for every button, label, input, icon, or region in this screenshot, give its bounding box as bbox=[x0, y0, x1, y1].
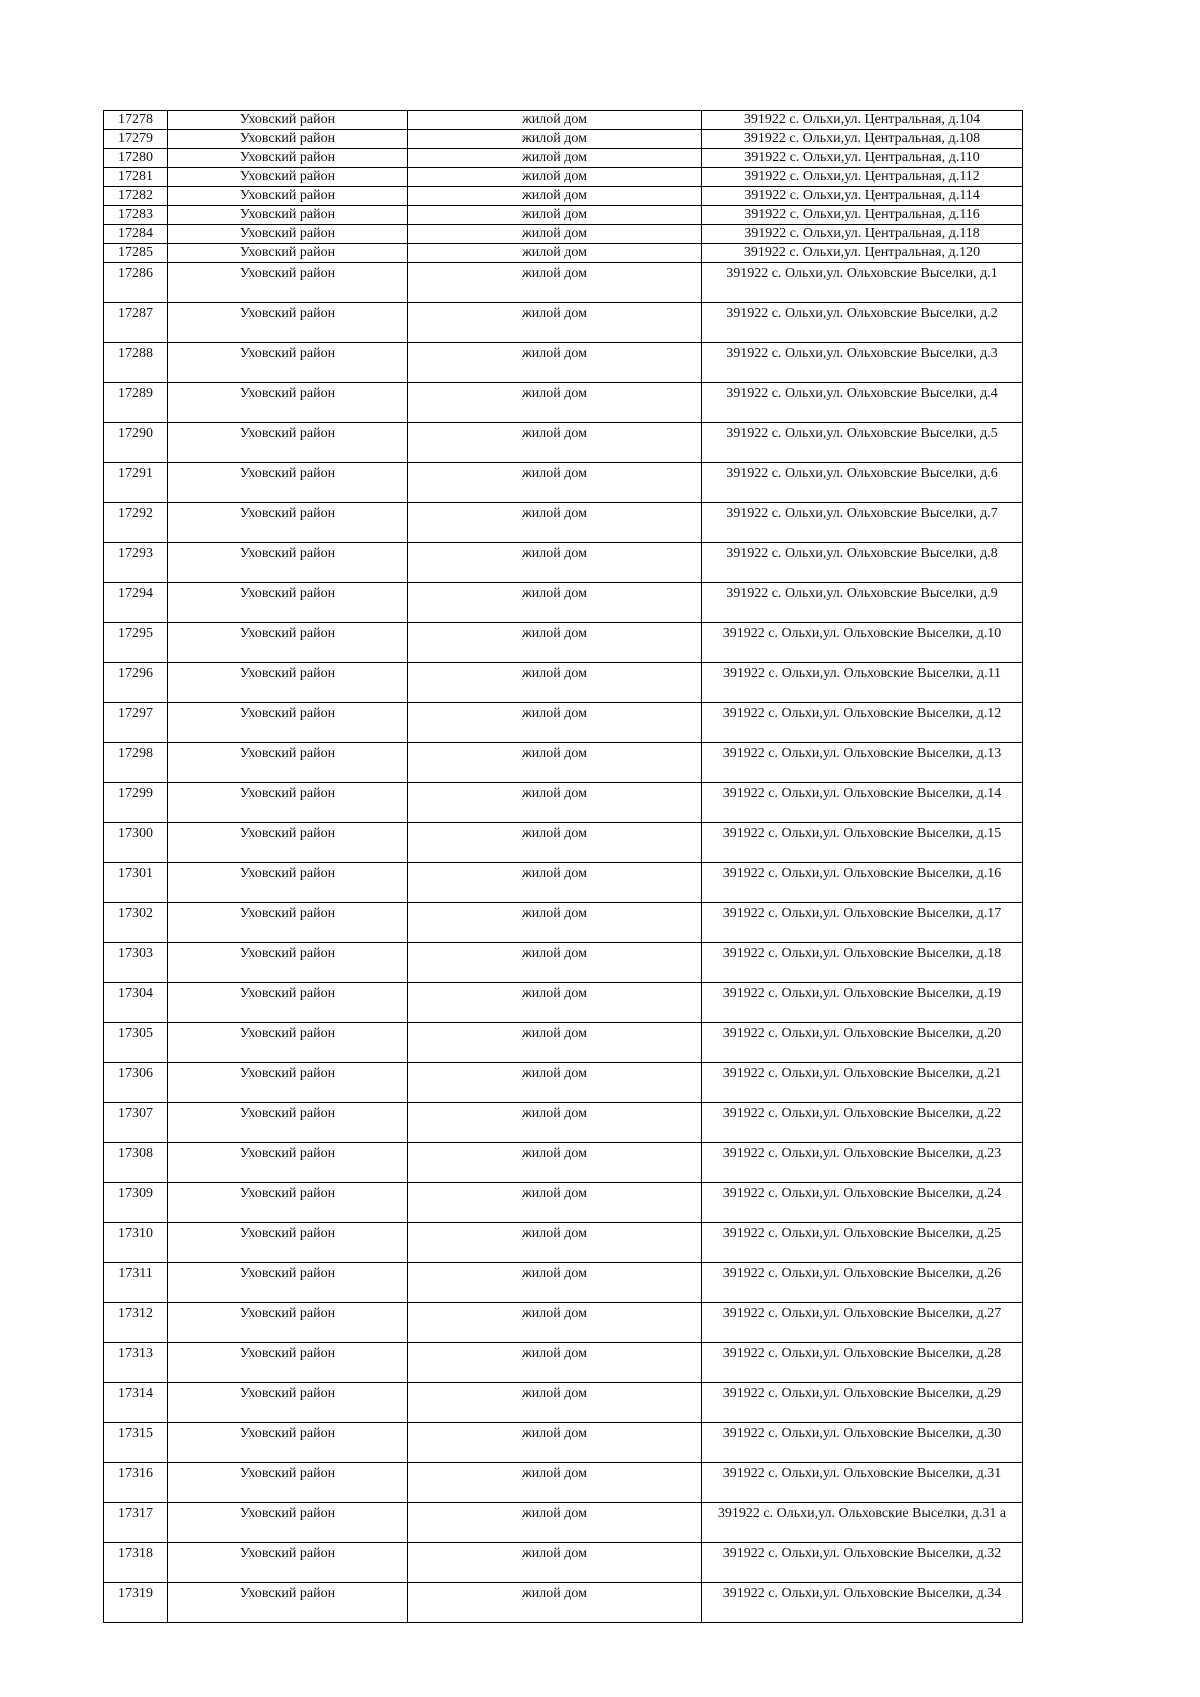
table-row bbox=[104, 543, 1023, 583]
table-row bbox=[104, 943, 1023, 983]
district-cell: Уховский район bbox=[168, 1023, 408, 1063]
district-cell: Уховский район bbox=[168, 863, 408, 903]
object-type-cell: жилой дом bbox=[408, 206, 702, 225]
address-cell: 391922 с. Ольхи,ул. Ольховские Выселки, д.17 bbox=[702, 903, 1023, 943]
district-cell: Уховский район bbox=[168, 1103, 408, 1143]
row-number-cell: 17283 bbox=[104, 206, 168, 225]
address-cell: 391922 с. Ольхи,ул. Ольховские Выселки, д.14 bbox=[702, 783, 1023, 823]
object-type-cell: жилой дом bbox=[408, 823, 702, 863]
district-cell: Уховский район bbox=[168, 983, 408, 1023]
object-type-cell: жилой дом bbox=[408, 343, 702, 383]
table-row bbox=[104, 783, 1023, 823]
address-cell: 391922 с. Ольхи,ул. Ольховские Выселки, д.7 bbox=[702, 503, 1023, 543]
address-register-table bbox=[103, 110, 1023, 1623]
object-type-cell: жилой дом bbox=[408, 1023, 702, 1063]
object-type-cell: жилой дом bbox=[408, 1143, 702, 1183]
district-cell: Уховский район bbox=[168, 1183, 408, 1223]
object-type-cell: жилой дом bbox=[408, 943, 702, 983]
row-number-cell: 17288 bbox=[104, 343, 168, 383]
address-cell: 391922 с. Ольхи,ул. Ольховские Выселки, д.21 bbox=[702, 1063, 1023, 1103]
table-row bbox=[104, 1143, 1023, 1183]
district-cell: Уховский район bbox=[168, 1263, 408, 1303]
district-cell: Уховский район bbox=[168, 743, 408, 783]
address-cell: 391922 с. Ольхи,ул. Ольховские Выселки, д.34 bbox=[702, 1583, 1023, 1623]
table-row bbox=[104, 1063, 1023, 1103]
object-type-cell: жилой дом bbox=[408, 1183, 702, 1223]
row-number-cell: 17280 bbox=[104, 149, 168, 168]
table-row bbox=[104, 743, 1023, 783]
row-number-cell: 17309 bbox=[104, 1183, 168, 1223]
row-number-cell: 17304 bbox=[104, 983, 168, 1023]
row-number-cell: 17318 bbox=[104, 1543, 168, 1583]
table-row bbox=[104, 111, 1023, 130]
address-cell: 391922 с. Ольхи,ул. Ольховские Выселки, д.20 bbox=[702, 1023, 1023, 1063]
row-number-cell: 17310 bbox=[104, 1223, 168, 1263]
object-type-cell: жилой дом bbox=[408, 663, 702, 703]
table-row bbox=[104, 303, 1023, 343]
object-type-cell: жилой дом bbox=[408, 503, 702, 543]
district-cell: Уховский район bbox=[168, 1503, 408, 1543]
address-cell: 391922 с. Ольхи,ул. Ольховские Выселки, д.9 bbox=[702, 583, 1023, 623]
district-cell: Уховский район bbox=[168, 423, 408, 463]
table-row bbox=[104, 623, 1023, 663]
address-cell: 391922 с. Ольхи,ул. Ольховские Выселки, д.8 bbox=[702, 543, 1023, 583]
district-cell: Уховский район bbox=[168, 1303, 408, 1343]
district-cell: Уховский район bbox=[168, 1143, 408, 1183]
district-cell: Уховский район bbox=[168, 543, 408, 583]
district-cell: Уховский район bbox=[168, 1343, 408, 1383]
object-type-cell: жилой дом bbox=[408, 383, 702, 423]
row-number-cell: 17306 bbox=[104, 1063, 168, 1103]
row-number-cell: 17285 bbox=[104, 244, 168, 263]
table-row bbox=[104, 187, 1023, 206]
object-type-cell: жилой дом bbox=[408, 983, 702, 1023]
object-type-cell: жилой дом bbox=[408, 1063, 702, 1103]
address-cell: 391922 с. Ольхи,ул. Ольховские Выселки, д.25 bbox=[702, 1223, 1023, 1263]
table-row bbox=[104, 703, 1023, 743]
district-cell: Уховский район bbox=[168, 943, 408, 983]
address-cell: 391922 с. Ольхи,ул. Ольховские Выселки, д.6 bbox=[702, 463, 1023, 503]
table-row bbox=[104, 1223, 1023, 1263]
address-cell: 391922 с. Ольхи,ул. Ольховские Выселки, д.10 bbox=[702, 623, 1023, 663]
row-number-cell: 17303 bbox=[104, 943, 168, 983]
district-cell: Уховский район bbox=[168, 187, 408, 206]
table-row bbox=[104, 1103, 1023, 1143]
row-number-cell: 17292 bbox=[104, 503, 168, 543]
object-type-cell: жилой дом bbox=[408, 1223, 702, 1263]
address-cell: 391922 с. Ольхи,ул. Ольховские Выселки, д.16 bbox=[702, 863, 1023, 903]
object-type-cell: жилой дом bbox=[408, 263, 702, 303]
row-number-cell: 17301 bbox=[104, 863, 168, 903]
table-row bbox=[104, 823, 1023, 863]
address-cell: 391922 с. Ольхи,ул. Ольховские Выселки, д.1 bbox=[702, 263, 1023, 303]
district-cell: Уховский район bbox=[168, 1583, 408, 1623]
object-type-cell: жилой дом bbox=[408, 1503, 702, 1543]
row-number-cell: 17316 bbox=[104, 1463, 168, 1503]
district-cell: Уховский район bbox=[168, 343, 408, 383]
row-number-cell: 17308 bbox=[104, 1143, 168, 1183]
district-cell: Уховский район bbox=[168, 149, 408, 168]
row-number-cell: 17319 bbox=[104, 1583, 168, 1623]
district-cell: Уховский район bbox=[168, 1423, 408, 1463]
table-row bbox=[104, 130, 1023, 149]
district-cell: Уховский район bbox=[168, 623, 408, 663]
table-row bbox=[104, 244, 1023, 263]
row-number-cell: 17313 bbox=[104, 1343, 168, 1383]
row-number-cell: 17300 bbox=[104, 823, 168, 863]
object-type-cell: жилой дом bbox=[408, 303, 702, 343]
table-row bbox=[104, 1503, 1023, 1543]
row-number-cell: 17294 bbox=[104, 583, 168, 623]
row-number-cell: 17289 bbox=[104, 383, 168, 423]
table-row bbox=[104, 1383, 1023, 1423]
address-cell: 391922 с. Ольхи,ул. Центральная, д.116 bbox=[702, 206, 1023, 225]
district-cell: Уховский район bbox=[168, 663, 408, 703]
table-row bbox=[104, 1303, 1023, 1343]
object-type-cell: жилой дом bbox=[408, 1583, 702, 1623]
address-cell: 391922 с. Ольхи,ул. Центральная, д.104 bbox=[702, 111, 1023, 130]
table-row bbox=[104, 1423, 1023, 1463]
district-cell: Уховский район bbox=[168, 583, 408, 623]
object-type-cell: жилой дом bbox=[408, 111, 702, 130]
table-row bbox=[104, 903, 1023, 943]
row-number-cell: 17282 bbox=[104, 187, 168, 206]
table-row bbox=[104, 1543, 1023, 1583]
object-type-cell: жилой дом bbox=[408, 1423, 702, 1463]
table-row bbox=[104, 263, 1023, 303]
object-type-cell: жилой дом bbox=[408, 1543, 702, 1583]
address-cell: 391922 с. Ольхи,ул. Ольховские Выселки, д.32 bbox=[702, 1543, 1023, 1583]
table-row bbox=[104, 383, 1023, 423]
object-type-cell: жилой дом bbox=[408, 244, 702, 263]
row-number-cell: 17278 bbox=[104, 111, 168, 130]
object-type-cell: жилой дом bbox=[408, 623, 702, 663]
table-row bbox=[104, 503, 1023, 543]
district-cell: Уховский район bbox=[168, 303, 408, 343]
table-row bbox=[104, 1183, 1023, 1223]
table-row bbox=[104, 983, 1023, 1023]
object-type-cell: жилой дом bbox=[408, 1263, 702, 1303]
row-number-cell: 17311 bbox=[104, 1263, 168, 1303]
object-type-cell: жилой дом bbox=[408, 225, 702, 244]
address-cell: 391922 с. Ольхи,ул. Ольховские Выселки, д.30 bbox=[702, 1423, 1023, 1463]
object-type-cell: жилой дом bbox=[408, 1463, 702, 1503]
object-type-cell: жилой дом bbox=[408, 783, 702, 823]
district-cell: Уховский район bbox=[168, 225, 408, 244]
object-type-cell: жилой дом bbox=[408, 863, 702, 903]
row-number-cell: 17293 bbox=[104, 543, 168, 583]
object-type-cell: жилой дом bbox=[408, 543, 702, 583]
table-row bbox=[104, 423, 1023, 463]
address-cell: 391922 с. Ольхи,ул. Ольховские Выселки, д.2 bbox=[702, 303, 1023, 343]
district-cell: Уховский район bbox=[168, 168, 408, 187]
address-cell: 391922 с. Ольхи,ул. Ольховские Выселки, д.27 bbox=[702, 1303, 1023, 1343]
district-cell: Уховский район bbox=[168, 823, 408, 863]
object-type-cell: жилой дом bbox=[408, 423, 702, 463]
district-cell: Уховский район bbox=[168, 903, 408, 943]
district-cell: Уховский район bbox=[168, 383, 408, 423]
row-number-cell: 17281 bbox=[104, 168, 168, 187]
address-cell: 391922 с. Ольхи,ул. Ольховские Выселки, д.24 bbox=[702, 1183, 1023, 1223]
district-cell: Уховский район bbox=[168, 1383, 408, 1423]
table-row bbox=[104, 149, 1023, 168]
address-cell: 391922 с. Ольхи,ул. Ольховские Выселки, д.23 bbox=[702, 1143, 1023, 1183]
district-cell: Уховский район bbox=[168, 463, 408, 503]
row-number-cell: 17290 bbox=[104, 423, 168, 463]
address-cell: 391922 с. Ольхи,ул. Центральная, д.112 bbox=[702, 168, 1023, 187]
object-type-cell: жилой дом bbox=[408, 903, 702, 943]
table-row bbox=[104, 206, 1023, 225]
object-type-cell: жилой дом bbox=[408, 1103, 702, 1143]
table-row bbox=[104, 583, 1023, 623]
row-number-cell: 17305 bbox=[104, 1023, 168, 1063]
object-type-cell: жилой дом bbox=[408, 463, 702, 503]
address-cell: 391922 с. Ольхи,ул. Ольховские Выселки, д.26 bbox=[702, 1263, 1023, 1303]
district-cell: Уховский район bbox=[168, 1463, 408, 1503]
address-cell: 391922 с. Ольхи,ул. Ольховские Выселки, д.29 bbox=[702, 1383, 1023, 1423]
address-cell: 391922 с. Ольхи,ул. Ольховские Выселки, д.31 bbox=[702, 1463, 1023, 1503]
district-cell: Уховский район bbox=[168, 263, 408, 303]
table-row bbox=[104, 663, 1023, 703]
row-number-cell: 17291 bbox=[104, 463, 168, 503]
address-cell: 391922 с. Ольхи,ул. Центральная, д.120 bbox=[702, 244, 1023, 263]
object-type-cell: жилой дом bbox=[408, 187, 702, 206]
address-cell: 391922 с. Ольхи,ул. Ольховские Выселки, д.3 bbox=[702, 343, 1023, 383]
district-cell: Уховский район bbox=[168, 130, 408, 149]
row-number-cell: 17297 bbox=[104, 703, 168, 743]
row-number-cell: 17287 bbox=[104, 303, 168, 343]
row-number-cell: 17314 bbox=[104, 1383, 168, 1423]
object-type-cell: жилой дом bbox=[408, 1343, 702, 1383]
table-row bbox=[104, 168, 1023, 187]
table-row bbox=[104, 1463, 1023, 1503]
address-cell: 391922 с. Ольхи,ул. Ольховские Выселки, д.22 bbox=[702, 1103, 1023, 1143]
table-row bbox=[104, 863, 1023, 903]
object-type-cell: жилой дом bbox=[408, 1383, 702, 1423]
table-row bbox=[104, 1583, 1023, 1623]
address-cell: 391922 с. Ольхи,ул. Ольховские Выселки, д.5 bbox=[702, 423, 1023, 463]
row-number-cell: 17298 bbox=[104, 743, 168, 783]
row-number-cell: 17317 bbox=[104, 1503, 168, 1543]
table-row bbox=[104, 225, 1023, 244]
address-cell: 391922 с. Ольхи,ул. Центральная, д.108 bbox=[702, 130, 1023, 149]
row-number-cell: 17302 bbox=[104, 903, 168, 943]
table-row bbox=[104, 1343, 1023, 1383]
object-type-cell: жилой дом bbox=[408, 130, 702, 149]
address-cell: 391922 с. Ольхи,ул. Центральная, д.114 bbox=[702, 187, 1023, 206]
table-row bbox=[104, 1263, 1023, 1303]
row-number-cell: 17296 bbox=[104, 663, 168, 703]
table-row bbox=[104, 463, 1023, 503]
district-cell: Уховский район bbox=[168, 1543, 408, 1583]
district-cell: Уховский район bbox=[168, 111, 408, 130]
address-cell: 391922 с. Ольхи,ул. Ольховские Выселки, д.19 bbox=[702, 983, 1023, 1023]
district-cell: Уховский район bbox=[168, 783, 408, 823]
object-type-cell: жилой дом bbox=[408, 703, 702, 743]
address-cell: 391922 с. Ольхи,ул. Ольховские Выселки, д.13 bbox=[702, 743, 1023, 783]
address-cell: 391922 с. Ольхи,ул. Ольховские Выселки, д.15 bbox=[702, 823, 1023, 863]
row-number-cell: 17307 bbox=[104, 1103, 168, 1143]
district-cell: Уховский район bbox=[168, 1223, 408, 1263]
row-number-cell: 17312 bbox=[104, 1303, 168, 1343]
district-cell: Уховский район bbox=[168, 244, 408, 263]
table-body bbox=[104, 111, 1023, 1623]
address-cell: 391922 с. Ольхи,ул. Ольховские Выселки, д.28 bbox=[702, 1343, 1023, 1383]
row-number-cell: 17284 bbox=[104, 225, 168, 244]
table-row bbox=[104, 343, 1023, 383]
address-cell: 391922 с. Ольхи,ул. Центральная, д.118 bbox=[702, 225, 1023, 244]
address-cell: 391922 с. Ольхи,ул. Ольховские Выселки, д.4 bbox=[702, 383, 1023, 423]
district-cell: Уховский район bbox=[168, 1063, 408, 1103]
object-type-cell: жилой дом bbox=[408, 168, 702, 187]
object-type-cell: жилой дом bbox=[408, 743, 702, 783]
address-cell: 391922 с. Ольхи,ул. Ольховские Выселки, д.12 bbox=[702, 703, 1023, 743]
address-cell: 391922 с. Ольхи,ул. Центральная, д.110 bbox=[702, 149, 1023, 168]
address-cell: 391922 с. Ольхи,ул. Ольховские Выселки, д.11 bbox=[702, 663, 1023, 703]
row-number-cell: 17315 bbox=[104, 1423, 168, 1463]
district-cell: Уховский район bbox=[168, 503, 408, 543]
object-type-cell: жилой дом bbox=[408, 1303, 702, 1343]
table-row bbox=[104, 1023, 1023, 1063]
district-cell: Уховский район bbox=[168, 703, 408, 743]
row-number-cell: 17286 bbox=[104, 263, 168, 303]
row-number-cell: 17299 bbox=[104, 783, 168, 823]
object-type-cell: жилой дом bbox=[408, 149, 702, 168]
address-cell: 391922 с. Ольхи,ул. Ольховские Выселки, д.18 bbox=[702, 943, 1023, 983]
row-number-cell: 17279 bbox=[104, 130, 168, 149]
row-number-cell: 17295 bbox=[104, 623, 168, 663]
address-cell: 391922 с. Ольхи,ул. Ольховские Выселки, д.31 а bbox=[702, 1503, 1023, 1543]
district-cell: Уховский район bbox=[168, 206, 408, 225]
object-type-cell: жилой дом bbox=[408, 583, 702, 623]
